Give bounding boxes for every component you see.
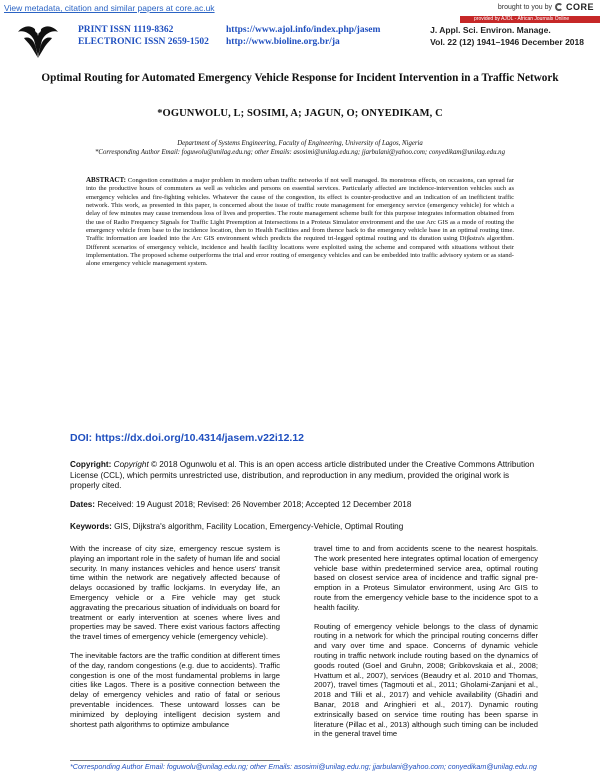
- doi-link[interactable]: https://dx.doi.org/10.4314/jasem.v22i12.12: [95, 432, 305, 444]
- body-paragraph: With the increase of city size, emergency rescue system is playing an important role in the safety of human life and social security. In many instances vehicles and hence users' transit time within the network are negatively affected because of delays occasioned by traffic lockjams. In everyday life, an Emergency vehicle or a Fire vehicle may get stuck aggravating the precarious situation of individuals on board for treatment or early intervention at scenes where lives and properties may be saved. There exist various factors affecting the travel times of emergency vehicle (emergency vehicle).: [70, 544, 280, 642]
- electronic-issn: ELECTRONIC ISSN 2659-1502: [78, 37, 209, 47]
- journal-header: [10, 20, 590, 68]
- keywords-label: Keywords:: [70, 522, 112, 531]
- copyright-block: [70, 460, 538, 492]
- bioline-url-link[interactable]: http://www.bioline.org.br/ja: [226, 37, 340, 47]
- core-label: CORE: [565, 2, 594, 12]
- ajol-banner[interactable]: provided by AJOL - African Journals Online: [460, 16, 600, 23]
- copyright-label: Copyright:: [70, 460, 112, 469]
- paper-authors: *OGUNWOLU, L; SOSIMI, A; JAGUN, O; ONYEDIKAM, C: [157, 108, 443, 119]
- body-paragraph: Routing of emergency vehicle belongs to the class of dynamic routing in a network for which the principal routing concerns differ and vary over time and space. Concerns of dynamic vehicle routing in traffic network include routing based on the dynamics of goods routed (Goel and Gruhn, 2008; Gribkovskaia et al., 2008; Hvattum et al., 2007), services (Beaudry et al. 2010 and Thomas, 2007), travel times (Tagmouti et al., 2011; Gholami-Zanjani et al., 2018 and Tlili et al., 2017) and vehicle availability (Ghadiri and Banar, 2018 and Aringhieri et al., 2017). Dynamic routing extrinsically based on service time routing has been sparse in literature (Pillac et al., 2013) although such timing can be included in the general travel time: [314, 621, 538, 739]
- journal-volume: Vol. 22 (12) 1941–1946 December 2018: [430, 37, 584, 47]
- dates-label: Dates:: [70, 500, 96, 509]
- journal-name: J. Appl. Sci. Environ. Manage.: [430, 25, 551, 35]
- keywords-text: GIS, Dijkstra's algorithm, Facility Location, Emergency-Vehicle, Optimal Routing: [114, 522, 404, 531]
- paper-title: Optimal Routing for Automated Emergency Vehicle Response for Incident Intervention in a Traffic Network: [41, 72, 559, 84]
- journal-logo-icon: [14, 22, 62, 64]
- department: Department of Systems Engineering, Faculty of Engineering, University of Lagos, Nigeria: [177, 140, 423, 147]
- copyright-italic: Copyright: [113, 460, 149, 469]
- dates-block: [70, 500, 538, 511]
- doi-label: DOI:: [70, 432, 93, 444]
- body-paragraph: travel time to and from accidents scene to the nearest hospitals. The work presented here integrates optimal location of emergency vehicle base within predetermined service area, optimal routing based on closest service area of incidence and traffic signal pre-emption in a Proteus Simulator environment, using Arc GIS to route from the emergency vehicle base to the incidence spot to a health facility.: [314, 544, 538, 612]
- corresponding-emails: *Corresponding Author Email: foguwolu@unilag.edu.ng; other Emails: asosimi@unilag.edu.ng; jjarbulani@yahoo.com; conyedikam@unilag.edu.ng: [95, 148, 505, 156]
- core-badge[interactable]: [498, 2, 594, 12]
- body-column-right: [314, 544, 538, 748]
- journal-citation: [430, 24, 584, 48]
- ajol-url-link[interactable]: https://www.ajol.info/index.php/jasem: [226, 25, 381, 35]
- doi-line: [70, 432, 304, 444]
- abstract-text: Congestion constitutes a major problem in modern urban traffic networks if not well managed. Its monstrous effects, on occasions, can spread far into the productive hours of commuters as well as vehicles and persons on essential services. Particularly affected are incidence-intervention vehicles such as emergency vehicles and fire-fighting vehicles. Whatever the cause of the congestion, its effect is counter-productive and an indication of an inefficient traffic network. This work, as presented in this paper, is concerned about the issue of traffic route management for emergency service (emergency vehicle) for which a delay of few minutes may cause tremendous loss of lives and properties. The route management scheme built for this purpose integrates information obtained from the use of Radio Frequency Signals for Traffic Light Preemption at Intersections in a Proteus Simulator environment and the use Arc GIS as a mode of routing the emergency vehicle from base to the incidence location, then to Health Facilities and from thence back to the emergency vehicle base in an optimal routing time. Traffic information are loaded into the Arc GIS environment which predicts the required tri-legged optimal routing and its duration using Dijkstra's algorithm. Different scenarios of emergency vehicle, incidence and health facility locations were exploited using the scheme and compared with situations without their implementation. The proposed scheme outperforms the trial and error routing of emergency vehicles and can be embedded into traffic advisory system or as stand-alone emergency vehicle management system.: [86, 177, 514, 268]
- abstract: [86, 176, 514, 269]
- print-issn: PRINT ISSN 1119-8362: [78, 25, 174, 35]
- copyright-text: © 2018 Ogunwolu et al. This is an open access article distributed under the Creative Commons Attribution License (CCL), which permits unrestricted use, distribution, and reproduction in any medium, provided the original work is properly cited.: [70, 460, 535, 491]
- brought-by-text: brought to you by: [497, 3, 552, 11]
- affiliation: [50, 140, 550, 158]
- core-logo-icon: [555, 3, 563, 11]
- journal-urls: [226, 24, 380, 48]
- body-column-left: [70, 544, 280, 738]
- footnote: *Corresponding Author Email: foguwolu@unilag.edu.ng; other Emails: asosimi@unilag.edu.ng; jjarbulani@yahoo.com; conyedikam@unilag.edu.ng: [70, 762, 537, 771]
- footnote-divider: [70, 760, 280, 761]
- issn-block: [78, 24, 209, 48]
- dates-text: Received: 19 August 2018; Revised: 26 November 2018; Accepted 12 December 2018: [97, 500, 412, 509]
- core-metadata-link[interactable]: View metadata, citation and similar papers at core.ac.uk: [4, 3, 215, 13]
- body-paragraph: The inevitable factors are the traffic condition at different times of the day, random congestions (e.g. due to accidents). Traffic congestion is one of the most fundamental problems in large cities like Lagos. There is a positive connection between the delay of emergency vehicles and ratio of fatal or serious preventable incidences. These untoward losses can be minimized by deploying intelligent decision system and shortest path algorithms to optimize ambulance: [70, 650, 280, 729]
- abstract-label: ABSTRACT:: [86, 176, 126, 184]
- keywords-block: [70, 522, 538, 533]
